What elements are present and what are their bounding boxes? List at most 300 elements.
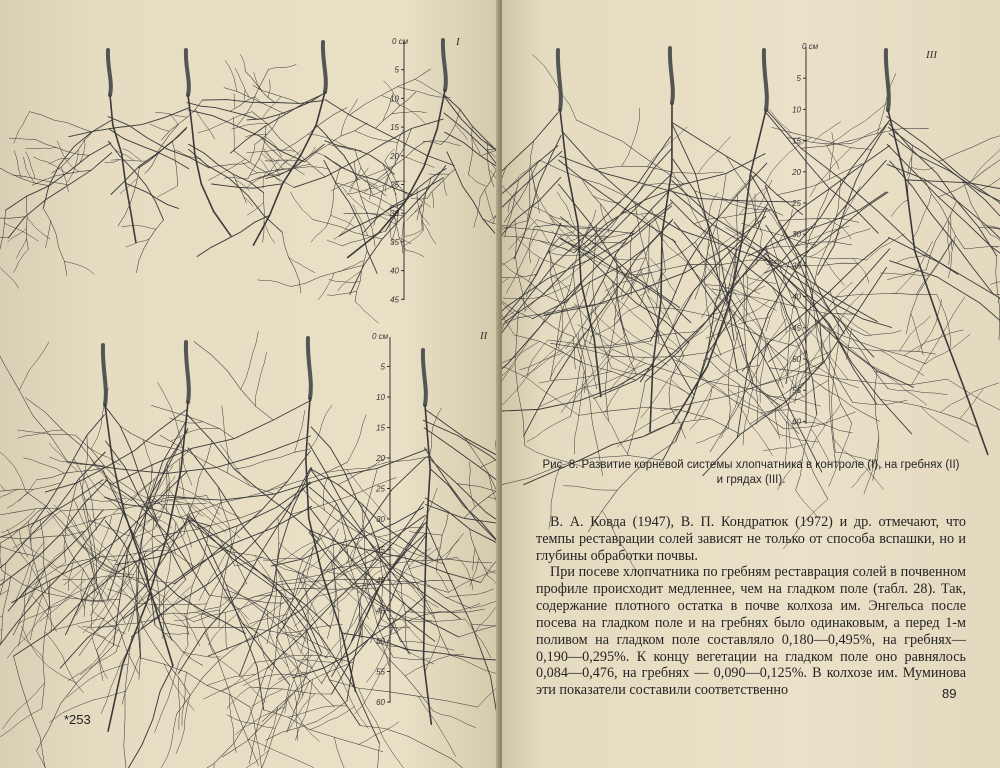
root-branch	[765, 106, 792, 133]
root-branch	[360, 726, 470, 768]
scale-unit-label: 0 см	[372, 332, 389, 341]
root-branch	[622, 108, 640, 166]
root-branch	[577, 345, 603, 476]
root-branch	[472, 136, 480, 154]
root-branch	[327, 240, 343, 246]
root-branch	[0, 440, 26, 491]
root-branch	[116, 483, 311, 565]
root-branch	[605, 280, 635, 292]
stem-base	[670, 48, 673, 103]
root-branch	[355, 302, 378, 324]
root-branch	[581, 178, 613, 222]
root-branch	[158, 186, 178, 198]
root-branch	[502, 363, 579, 415]
root-branch	[226, 612, 228, 650]
root-branch	[240, 55, 245, 72]
root-branch	[242, 162, 258, 173]
root-branch	[0, 232, 8, 238]
root-branch	[0, 261, 19, 288]
root-branch	[575, 371, 585, 454]
root-branch	[526, 235, 561, 297]
root-branch	[344, 579, 432, 621]
root-branch	[277, 568, 308, 643]
root-branch	[16, 239, 26, 258]
root-branch	[45, 410, 186, 492]
root-branch	[115, 150, 134, 161]
root-branch	[108, 141, 163, 220]
root-branch	[948, 221, 950, 265]
root-branch	[187, 415, 318, 539]
scale-tick-label: 15	[390, 123, 399, 133]
root-branch	[295, 411, 305, 453]
root-branch	[0, 470, 5, 491]
root-branch	[262, 662, 354, 722]
scale-tick-label: 30	[376, 515, 385, 524]
root-branch	[438, 533, 464, 560]
scale-tick-label: 45	[792, 323, 801, 333]
root-branch	[743, 389, 753, 445]
root-branch	[963, 180, 991, 234]
root-branch	[0, 643, 1, 673]
root-branch	[35, 139, 89, 155]
root-branch	[590, 189, 672, 306]
root-branch	[818, 120, 890, 275]
root-branch	[399, 570, 434, 618]
root-branch	[284, 559, 304, 629]
page-number: 89	[942, 686, 957, 701]
root-branch	[515, 310, 525, 446]
root-branch	[251, 597, 295, 627]
root-branch	[266, 144, 325, 178]
root-branch	[112, 666, 173, 768]
root-branch	[64, 261, 94, 274]
root-branch	[398, 87, 451, 98]
root-branch	[334, 213, 356, 239]
root-branch	[18, 430, 75, 435]
scale-tick-label: 15	[376, 423, 385, 433]
root-branch	[68, 150, 79, 182]
root-branch	[327, 291, 356, 295]
root-branch	[27, 218, 50, 239]
root-drawings-left	[0, 40, 500, 768]
root-branch	[468, 175, 485, 186]
root-branch	[88, 530, 130, 577]
scale-tick-label: 25	[390, 180, 399, 190]
root-branch	[520, 353, 564, 370]
scale-tick-label: 35	[792, 261, 801, 271]
scale-tick-label: 60	[792, 417, 801, 427]
scale-tick-label: 10	[390, 94, 399, 104]
root-branch	[254, 685, 289, 768]
root-branch	[891, 200, 908, 217]
root-branch	[267, 502, 424, 669]
root-branch	[165, 633, 189, 634]
depth-scale-figure-3	[791, 42, 938, 426]
root-branch	[161, 558, 204, 603]
root-branch	[161, 607, 219, 615]
stem-base	[886, 50, 889, 110]
root-branch	[24, 157, 35, 183]
root-branch	[162, 100, 203, 140]
root-branch	[230, 97, 254, 112]
root-branch	[150, 124, 169, 131]
root-branch	[672, 172, 707, 238]
root-branch	[163, 551, 171, 638]
root-branch	[947, 379, 1000, 428]
root-branch	[801, 128, 928, 148]
root-branch	[363, 180, 377, 186]
root-branch	[233, 117, 235, 151]
root-branch	[254, 97, 261, 105]
root-branch	[19, 480, 37, 502]
root-branch	[423, 420, 500, 509]
root-branch	[25, 148, 56, 149]
root-branch	[250, 707, 264, 768]
root-branch	[904, 330, 963, 356]
root-branch	[579, 407, 741, 434]
root-branch	[191, 669, 267, 768]
root-branch	[591, 309, 630, 344]
root-branch	[921, 406, 969, 442]
root-branch	[444, 95, 500, 173]
root-branch	[867, 234, 905, 260]
root-branch	[502, 146, 558, 222]
root-branch	[282, 232, 301, 293]
root-branch	[188, 448, 322, 653]
root-branch	[614, 258, 646, 260]
root-branch	[0, 590, 8, 605]
scale-tick-label: 40	[376, 576, 385, 585]
root-branch	[288, 694, 315, 731]
root-branch	[446, 589, 494, 598]
root-branch	[645, 419, 710, 435]
root-branch	[291, 192, 313, 220]
root-branch	[268, 64, 296, 69]
root-branch	[225, 61, 237, 92]
root-branch	[291, 265, 364, 286]
scale-tick-label: 45	[390, 295, 399, 305]
root-branch	[311, 227, 326, 242]
root-branch	[137, 419, 188, 658]
root-branch	[406, 250, 424, 257]
root-branch	[244, 197, 253, 206]
root-branch	[155, 625, 203, 665]
caption-line-2: и грядах (III).	[716, 474, 786, 486]
stem-base	[558, 50, 561, 110]
root-branch	[152, 520, 160, 619]
root-branch	[399, 237, 411, 244]
root-branch	[236, 180, 250, 191]
root-branch	[940, 383, 999, 413]
root-branch	[730, 175, 755, 200]
root-branch	[288, 700, 320, 741]
root-branch	[939, 126, 1000, 161]
root-branch	[436, 571, 449, 592]
root-branch	[34, 157, 68, 174]
root-branch	[881, 400, 979, 428]
root-branch	[182, 672, 187, 725]
root-branch	[764, 444, 806, 451]
scale-tick-label: 40	[792, 292, 801, 302]
root-branch	[990, 272, 1000, 284]
root-branch	[730, 284, 765, 335]
root-branch	[411, 203, 423, 216]
root-branch	[714, 218, 756, 254]
root-branch	[926, 334, 971, 364]
stem-base	[423, 350, 426, 405]
root-branch	[87, 447, 120, 465]
root-branch	[204, 663, 275, 699]
root-branch	[695, 191, 783, 215]
scale-tick-label: 20	[376, 454, 385, 463]
root-branch	[881, 351, 924, 376]
scale-tick-label: 45	[376, 606, 385, 616]
scale-tick-label: 5	[796, 74, 801, 84]
root-branch	[235, 68, 249, 97]
root-branch	[887, 145, 1000, 269]
root-branch	[392, 112, 427, 114]
root-branch	[355, 250, 367, 301]
left-footer-mark: *253	[64, 712, 91, 727]
root-branch	[118, 166, 140, 226]
root-branch	[517, 238, 566, 268]
root-branch	[161, 622, 301, 637]
root-branch	[19, 342, 49, 390]
root-branch	[924, 179, 964, 249]
root-branch	[911, 313, 923, 355]
root-branch	[0, 489, 19, 503]
root-branch	[324, 160, 377, 273]
root-branch	[30, 112, 92, 132]
scale-tick-label: 55	[376, 667, 385, 677]
root-branch	[18, 430, 63, 438]
root-branch	[629, 343, 668, 365]
root-branch	[141, 658, 250, 707]
root-branch	[353, 205, 368, 236]
root-branch	[122, 226, 156, 230]
root-branch	[406, 204, 424, 220]
root-branch	[419, 212, 430, 226]
root-branch	[323, 477, 328, 511]
body-paragraph-2: При посеве хлопчатника по гребням реставрация солей в почвенном профиле происходит медленнее, чем на гладком поле (табл. 28). Так, содержание плотного остатка в почве колхоза им. Энгельса после посева на гладком поле и на гребнях было одинаковым, а перед 1-м поливом на гладком поле составляло 0,180—0,495%, на гребнях—0,190—0,295%. К концу вегетации на гладком поле оно равнялось 0,084—0,476, на гребнях — 0,090—0,125%. В колхозе им. Муминова эти показатели составили соответственно	[536, 564, 966, 699]
root-branch	[504, 162, 538, 222]
root-branch	[189, 144, 264, 192]
root-branch	[404, 553, 450, 655]
root-branch	[42, 580, 50, 708]
root-branch	[896, 255, 930, 263]
root-branch	[446, 540, 460, 559]
root-branch	[386, 169, 447, 232]
root-branch	[502, 184, 549, 243]
root-branch	[37, 546, 67, 572]
root-branch	[527, 416, 571, 442]
figure-label-III: III	[926, 49, 937, 61]
root-branch	[726, 228, 768, 265]
root-branch	[164, 664, 194, 711]
root-branch	[49, 158, 70, 164]
root-branch	[377, 142, 426, 181]
root-branch	[514, 335, 636, 380]
root-branch	[296, 679, 313, 740]
scale-tick-label: 50	[792, 355, 801, 364]
root-branch	[728, 331, 738, 428]
root-branch	[310, 706, 355, 729]
root-branch	[334, 737, 358, 768]
root-branch	[256, 353, 267, 407]
root-branch	[22, 626, 77, 683]
root-branch	[311, 427, 380, 550]
root-branch	[40, 580, 86, 622]
stem-base	[103, 345, 106, 405]
root-branch	[9, 138, 35, 140]
root-branch	[45, 632, 84, 693]
root-branch	[222, 653, 321, 757]
root-branch	[670, 200, 797, 309]
root-branch	[0, 452, 105, 587]
root-branch	[246, 134, 268, 137]
root-branch	[37, 467, 106, 479]
root-branch	[194, 342, 273, 421]
root-branch	[747, 146, 889, 270]
root-branch	[187, 500, 222, 645]
root-branch	[405, 654, 464, 676]
root-branch	[812, 122, 840, 143]
stem-base	[108, 50, 111, 95]
root-branch	[229, 695, 236, 753]
root-branch	[174, 523, 176, 554]
root-branch	[527, 340, 548, 375]
root-branch	[6, 143, 111, 210]
root-branch	[703, 344, 746, 361]
root-branch	[899, 316, 931, 351]
root-branch	[425, 141, 460, 146]
root-branch	[576, 120, 684, 184]
root-branch	[888, 238, 1000, 414]
root-branch	[432, 192, 434, 209]
scale-tick-label: 55	[792, 386, 801, 396]
root-branch	[406, 157, 434, 167]
root-branch	[14, 542, 44, 604]
root-branch	[32, 170, 91, 185]
root-branch	[176, 695, 190, 753]
root-branch	[609, 360, 634, 392]
root-branch	[218, 658, 266, 702]
root-branch	[385, 161, 410, 197]
root-branch	[131, 448, 192, 501]
root-branch	[243, 674, 306, 686]
scale-tick-label: 40	[390, 266, 399, 276]
root-branch	[99, 483, 132, 501]
root-branch	[264, 222, 275, 243]
root-branch	[82, 531, 118, 572]
root-branch	[690, 386, 712, 429]
root-branch	[502, 278, 509, 295]
root-branch	[424, 448, 500, 612]
root-branch	[294, 119, 443, 187]
root-branch	[161, 714, 177, 768]
root-branch	[254, 73, 262, 91]
root-branch	[767, 263, 858, 267]
root-branch	[647, 127, 687, 167]
stem-base	[323, 42, 326, 92]
root-branch	[244, 91, 245, 102]
root-branch	[12, 471, 188, 603]
root-branch	[227, 715, 275, 729]
root-branch	[14, 151, 21, 179]
root-branch	[559, 184, 695, 395]
root-branch	[258, 280, 292, 287]
root-branch	[234, 94, 235, 109]
root-branch	[827, 103, 888, 146]
root-branch	[82, 435, 87, 495]
root-branch	[245, 71, 275, 102]
scale-tick-label: 30	[390, 209, 399, 219]
root-branch	[418, 696, 455, 756]
root-branch	[293, 597, 425, 678]
root-branch	[405, 230, 422, 237]
scale-unit-label: 0 см	[392, 37, 409, 46]
root-branch	[295, 681, 310, 710]
root-branch	[0, 563, 6, 640]
root-branch	[350, 69, 431, 115]
root-branch	[888, 389, 947, 395]
root-branch	[189, 149, 283, 232]
root-branch	[257, 632, 272, 671]
root-branch	[911, 167, 933, 170]
root-branch	[596, 166, 723, 173]
root-branch	[573, 356, 613, 401]
root-branch	[0, 340, 67, 462]
root-branch	[505, 180, 519, 238]
root-branch	[109, 129, 189, 169]
root-branch	[79, 559, 140, 656]
root-branch	[776, 408, 780, 439]
root-branch	[247, 174, 270, 188]
caption-line-1: Рис. 8. Развитие корневой системы хлопчатника в контроле (I), на гребнях (II)	[542, 459, 960, 471]
root-branch	[262, 153, 273, 161]
right-page	[502, 0, 1000, 768]
root-branch	[62, 532, 98, 594]
root-branch	[218, 487, 247, 584]
root-branch	[26, 152, 35, 179]
stem-base	[308, 338, 311, 398]
root-branch	[649, 257, 677, 293]
root-branch	[509, 160, 539, 187]
scale-tick-label: 25	[792, 199, 801, 208]
root-branch	[14, 656, 53, 768]
root-branch	[347, 470, 389, 519]
scale-tick-label: 25	[376, 484, 385, 494]
root-branch	[988, 216, 1000, 229]
root-branch	[37, 751, 62, 768]
root-branch	[184, 614, 200, 646]
stem-base	[186, 50, 189, 95]
figure-label-I: I	[456, 36, 460, 48]
root-branch	[403, 231, 423, 247]
root-branch	[363, 624, 434, 711]
root-branch	[264, 710, 383, 752]
root-branch	[224, 88, 286, 115]
scale-tick-label: 35	[376, 545, 385, 555]
scale-tick-label: 50	[376, 637, 385, 646]
root-branch	[433, 711, 475, 728]
root-branch	[25, 578, 39, 608]
scale-tick-label: 35	[390, 237, 399, 247]
root-branch	[61, 167, 68, 192]
root-branch	[560, 156, 795, 202]
root-branch	[502, 167, 506, 268]
figure-caption	[522, 458, 980, 488]
